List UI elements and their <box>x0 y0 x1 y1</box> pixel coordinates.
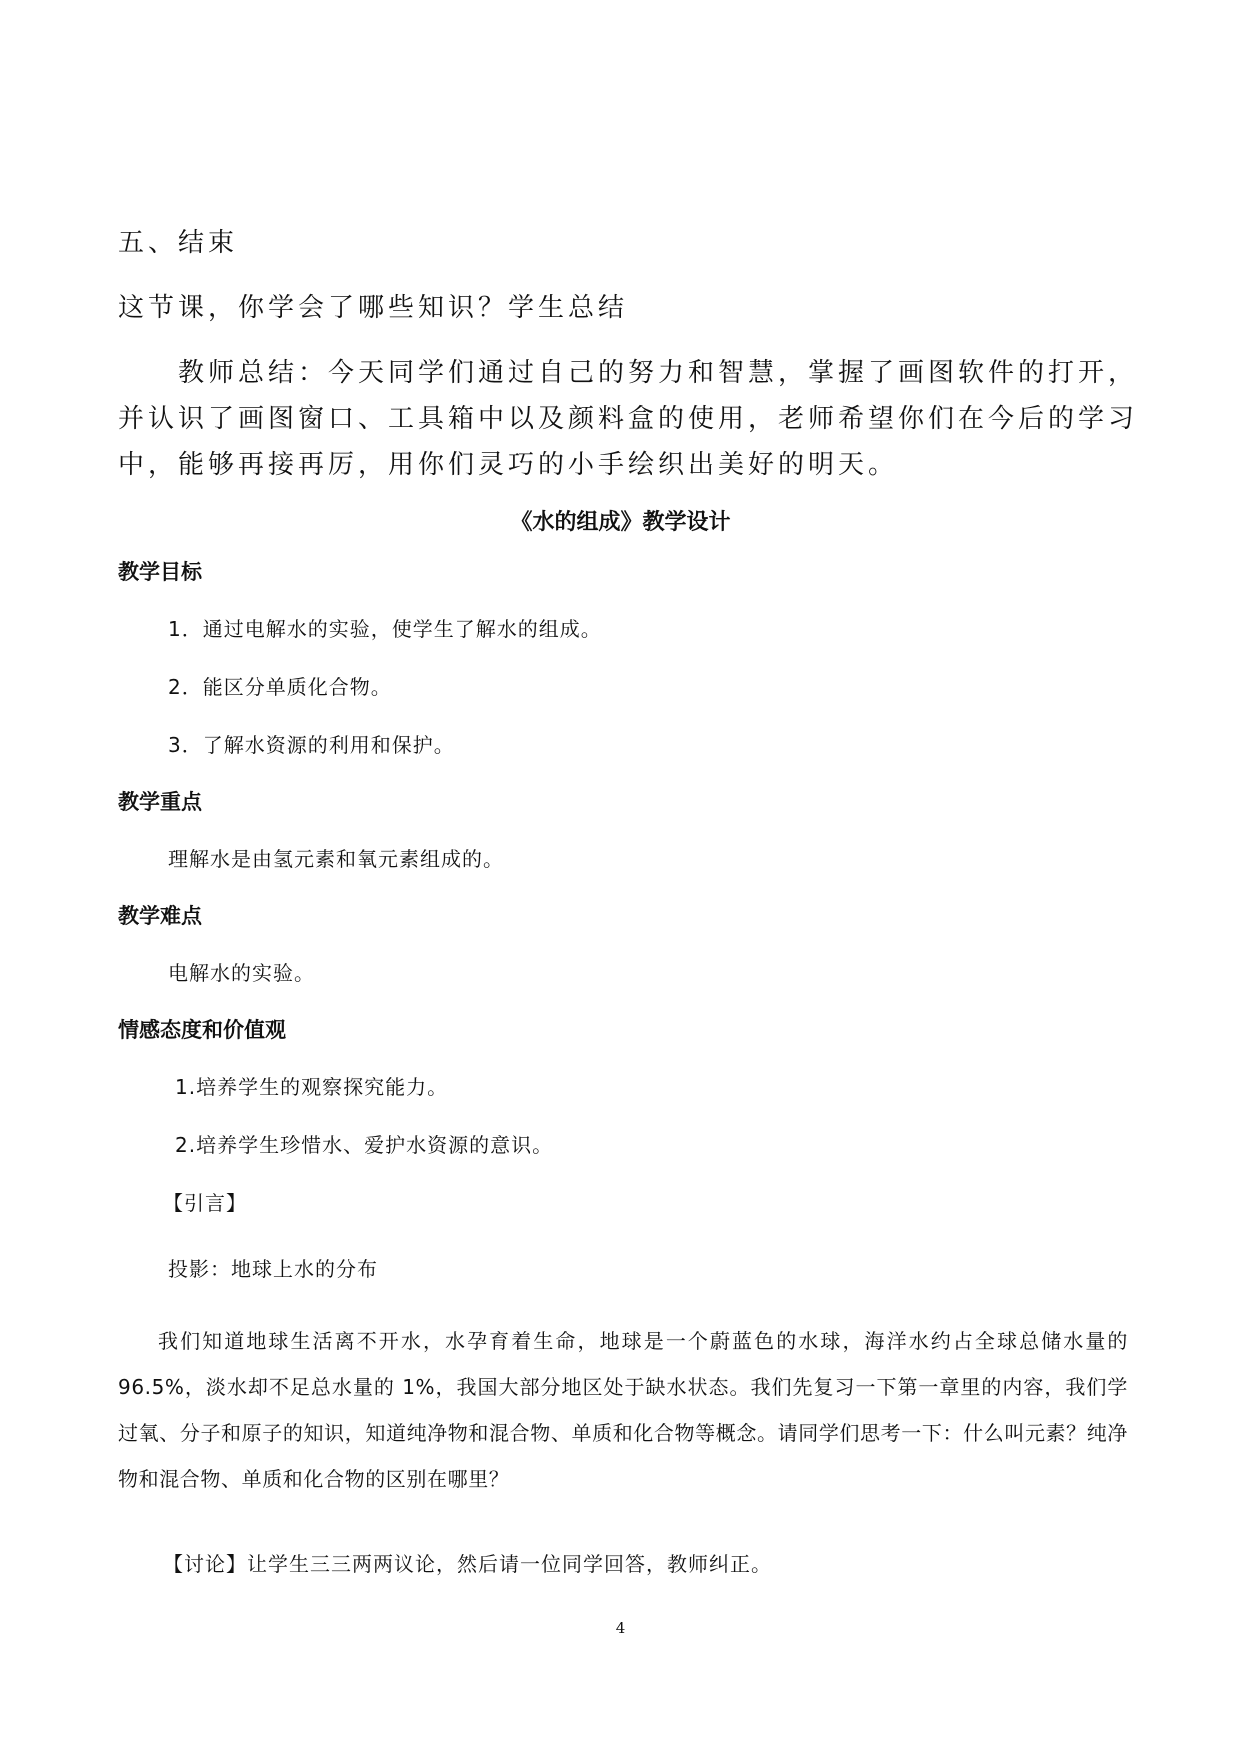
page-number: 4 <box>615 1619 626 1637</box>
projection-text: 投影：地球上水的分布 <box>168 1257 378 1281</box>
teacher-summary-line-2: 并认识了画图窗口、工具箱中以及颜料盒的使用，老师希望你们在今后的学习 <box>118 404 1139 434</box>
values-heading: 情感态度和价值观 <box>118 1018 286 1042</box>
values-item-2: 2.培养学生珍惜水、爱护水资源的意识。 <box>175 1133 554 1157</box>
document-title: 《水的组成》教学设计 <box>510 510 731 535</box>
values-item-1: 1.培养学生的观察探究能力。 <box>175 1075 449 1099</box>
discussion-text: 【讨论】让学生三三两两议论，然后请一位同学回答，教师纠正。 <box>163 1552 772 1576</box>
teacher-summary-line-1: 教师总结：今天同学们通过自己的努力和智慧，掌握了画图软件的打开， <box>178 358 1139 388</box>
objectives-heading: 教学目标 <box>118 560 202 584</box>
key-point-text: 理解水是由氢元素和氧元素组成的。 <box>168 847 504 871</box>
section-heading-end: 五、结束 <box>118 228 239 258</box>
summary-question: 这节课，你学会了哪些知识？学生总结 <box>118 293 629 323</box>
objective-item-1: 1．通过电解水的实验，使学生了解水的组成。 <box>168 617 602 641</box>
objective-item-2: 2．能区分单质化合物。 <box>168 675 392 699</box>
difficulty-heading: 教学难点 <box>118 904 202 928</box>
teacher-summary-line-3: 中，能够再接再厉，用你们灵巧的小手绘织出美好的明天。 <box>118 450 899 480</box>
key-point-heading: 教学重点 <box>118 790 202 814</box>
intro-paragraph: 我们知道地球生活离不开水，水孕育着生命，地球是一个蔚蓝色的水球，海洋水约占全球总储水量的 96.5%，淡水却不足总水量的 1%，我国大部分地区处于缺水状态。我们先复习一下第一章里的内容，我们学过氧、分子和原子的知识，知道纯净物和混合物、单质和化合物等概念。请同学们思考一下：什么叫元素？纯净物和混合物、单质和化合物的区别在哪里？ <box>118 1329 1128 1491</box>
intro-label: 【引言】 <box>163 1191 247 1215</box>
difficulty-text: 电解水的实验。 <box>168 961 315 985</box>
objective-item-3: 3．了解水资源的利用和保护。 <box>168 733 455 757</box>
